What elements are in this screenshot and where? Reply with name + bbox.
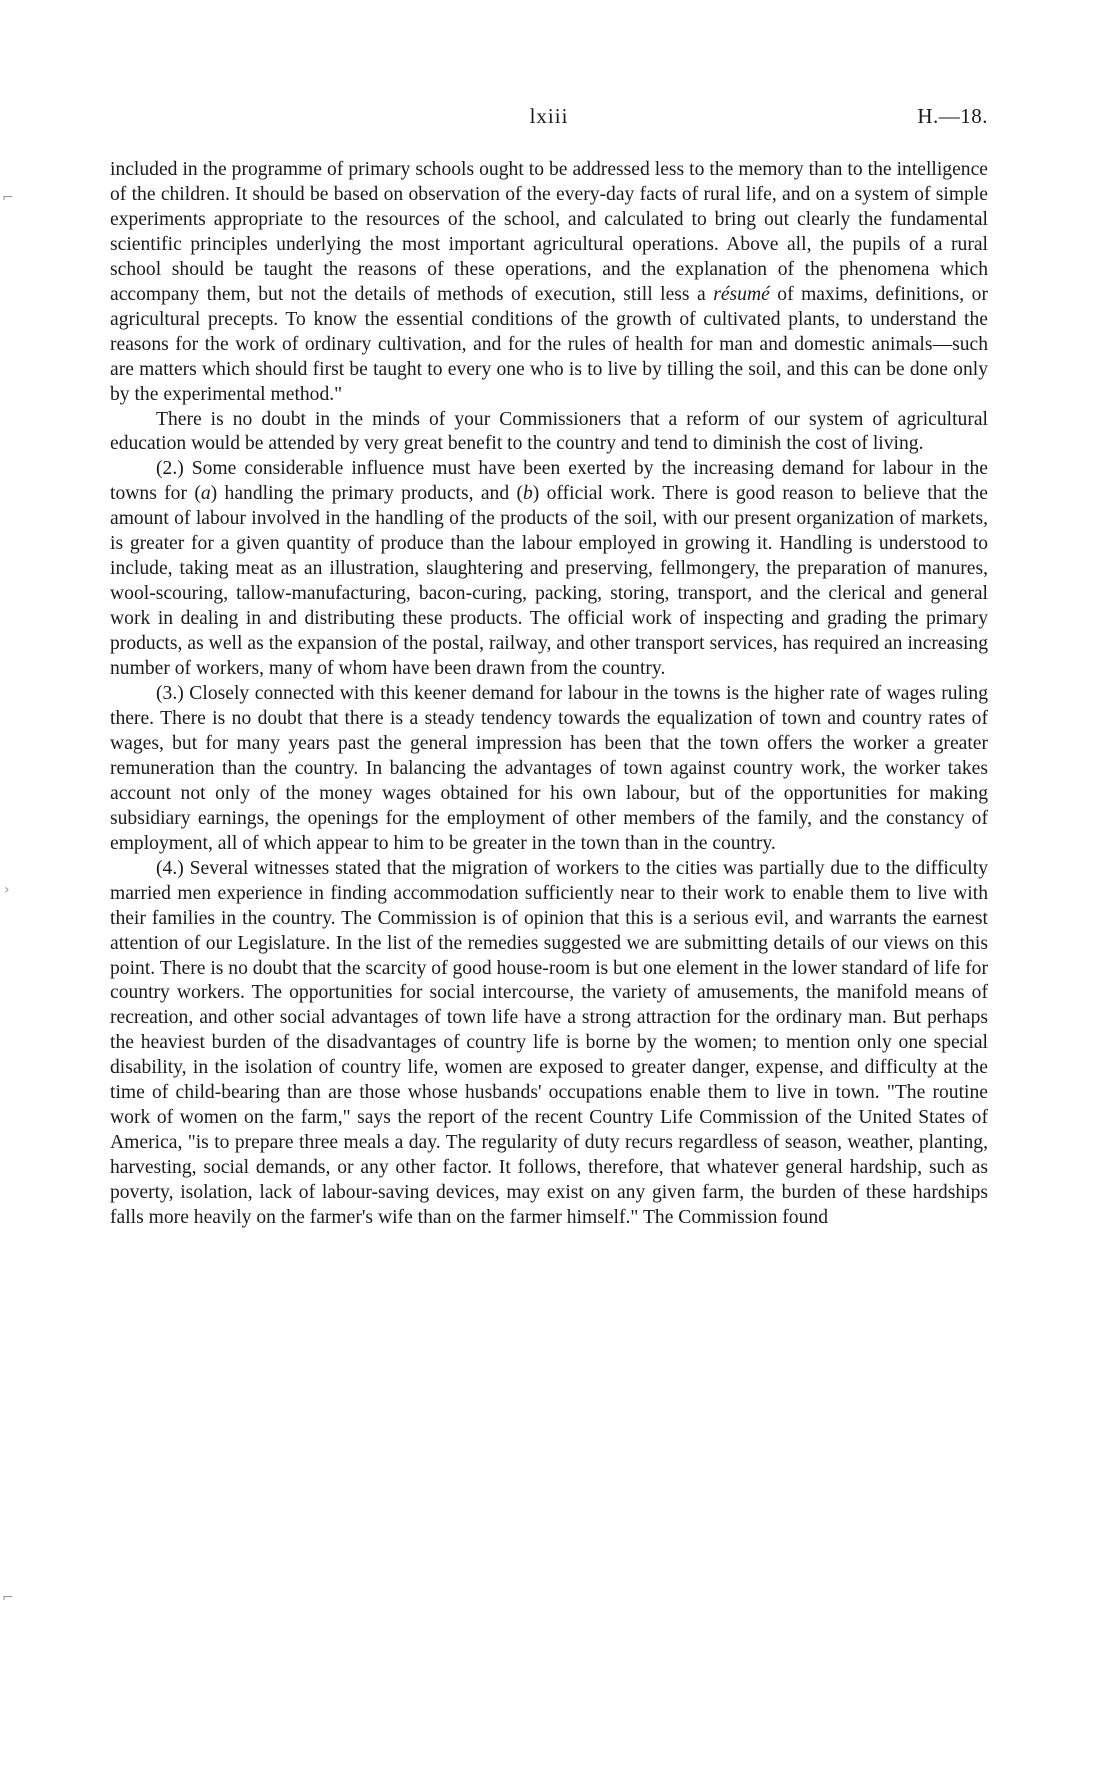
paragraph-2-labour-demand <box>110 457 988 682</box>
italic-letter: a <box>200 483 211 505</box>
paragraph-4-migration: (4.) Several witnesses stated that the migration of workers to the cities was partially due to the difficulty married men experience in finding accommodation sufficiently near to their work to enable them to live with their families in the country. The Commission is of opinion that this is a serious evil, and warrants the earnest attention of our Legislature. In the list of the remedies suggested we are submitting details of our views on this point. There is no doubt that the scarcity of good house-room is but one element in the lower standard of life for country workers. The opportunities for social intercourse, the variety of amusements, the manifold means of recreation, and other social advantages of town life have a strong attraction for the ordinary man. But perhaps the heaviest burden of the disadvantages of country life is borne by the women; to mention only one special disability, in the isolation of country life, women are exposed to greater danger, expense, and difficulty at the time of child-bearing than are those whose husbands' occupations enable them to live in town. "The routine work of women on the farm," says the report of the recent Country Life Commission of the United States of America, "is to prepare three meals a day. The regularity of duty recurs regardless of season, weather, planting, harvesting, social demands, or any other factor. It follows, therefore, that whatever general hardship, such as poverty, isolation, lack of labour-saving devices, may exist on any given farm, the burden of these hardships falls more heavily on the farmer's wife than on the farmer himself." The Commission found <box>110 857 988 1229</box>
margin-mark: › <box>4 882 10 898</box>
paragraph-reform: There is no doubt in the minds of your Commissioners that a reform of our system of agricultural education would be attended by very great benefit to the country and tend to diminish the cost of living. <box>110 408 988 455</box>
margin-mark: ⌐ <box>2 1590 14 1606</box>
paragraph-text: included in the programme of primary schools ought to be addressed less to the memory than to the intelligence of the children. It should be based on observation of the every-day facts of rural life, and on a system of simple experiments appropriate to the resources of the school, and calculated to bring out clearly the fundamental scientific principles underlying the most important agricultural operations. Above all, the pupils of a rural school should be taught the reasons of these operations, and the explanation of the phenomena which accompany them, but not the details of methods of execution, still less a <box>110 159 988 305</box>
page-header <box>110 104 988 136</box>
paragraph-text: ) handling the primary products, and ( <box>210 483 523 505</box>
paragraph-3-wages: (3.) Closely connected with this keener demand for labour in the towns is the higher rate of wages ruling there. There is no doubt that there is a steady tendency towards the equalization of town and country rates of wages, but for many years past the general impression has been that the town offers the worker a greater remuneration than the country. In balancing the advantages of town against country work, the worker takes account not only of the money wages obtained for his own labour, but of the opportunities for making subsidiary earnings, the openings for the employment of other members of the family, and the constancy of employment, all of which appear to him to be greater in the town than in the country. <box>110 683 988 854</box>
italic-term: résumé <box>713 283 770 305</box>
document-reference: H.—18. <box>917 104 988 128</box>
margin-mark: ⌐ <box>2 190 14 206</box>
page-number: lxiii <box>529 104 569 128</box>
paragraph-text: of maxims, definitions, or agricultural precepts. To know the essential conditions of the growth of cultivated plants, to understand the reasons for the work of ordinary cultivation, and for the rules of health for man and domestic animals—such are matters which should first be taught to every one who is to live by tilling the soil, and this can be done only by the experimental method." <box>110 283 988 405</box>
paragraph-text: ) official work. There is good reason to believe that the amount of labour involved in the handling of the products of the soil, with our present organization of markets, is greater for a given quantity of produce than the labour employed in growing it. Handling is understood to include, taking meat as an illustration, slaughtering and preserving, fellmongery, the preparation of manures, wool-scouring, tallow-manufacturing, bacon-curing, packing, storing, transport, and the clerical and general work in dealing in and distributing these products. The official work of inspecting and grading the primary products, as well as the expansion of the postal, railway, and other transport services, has required an increasing number of workers, many of whom have been drawn from the country. <box>110 483 989 680</box>
paragraph-text: (2.) Some considerable influence must have been exerted by the increasing demand for labour in the towns for ( <box>110 458 988 505</box>
italic-letter: b <box>523 483 533 505</box>
paragraph-continued-quotation <box>110 158 988 408</box>
body-text <box>110 158 988 1231</box>
